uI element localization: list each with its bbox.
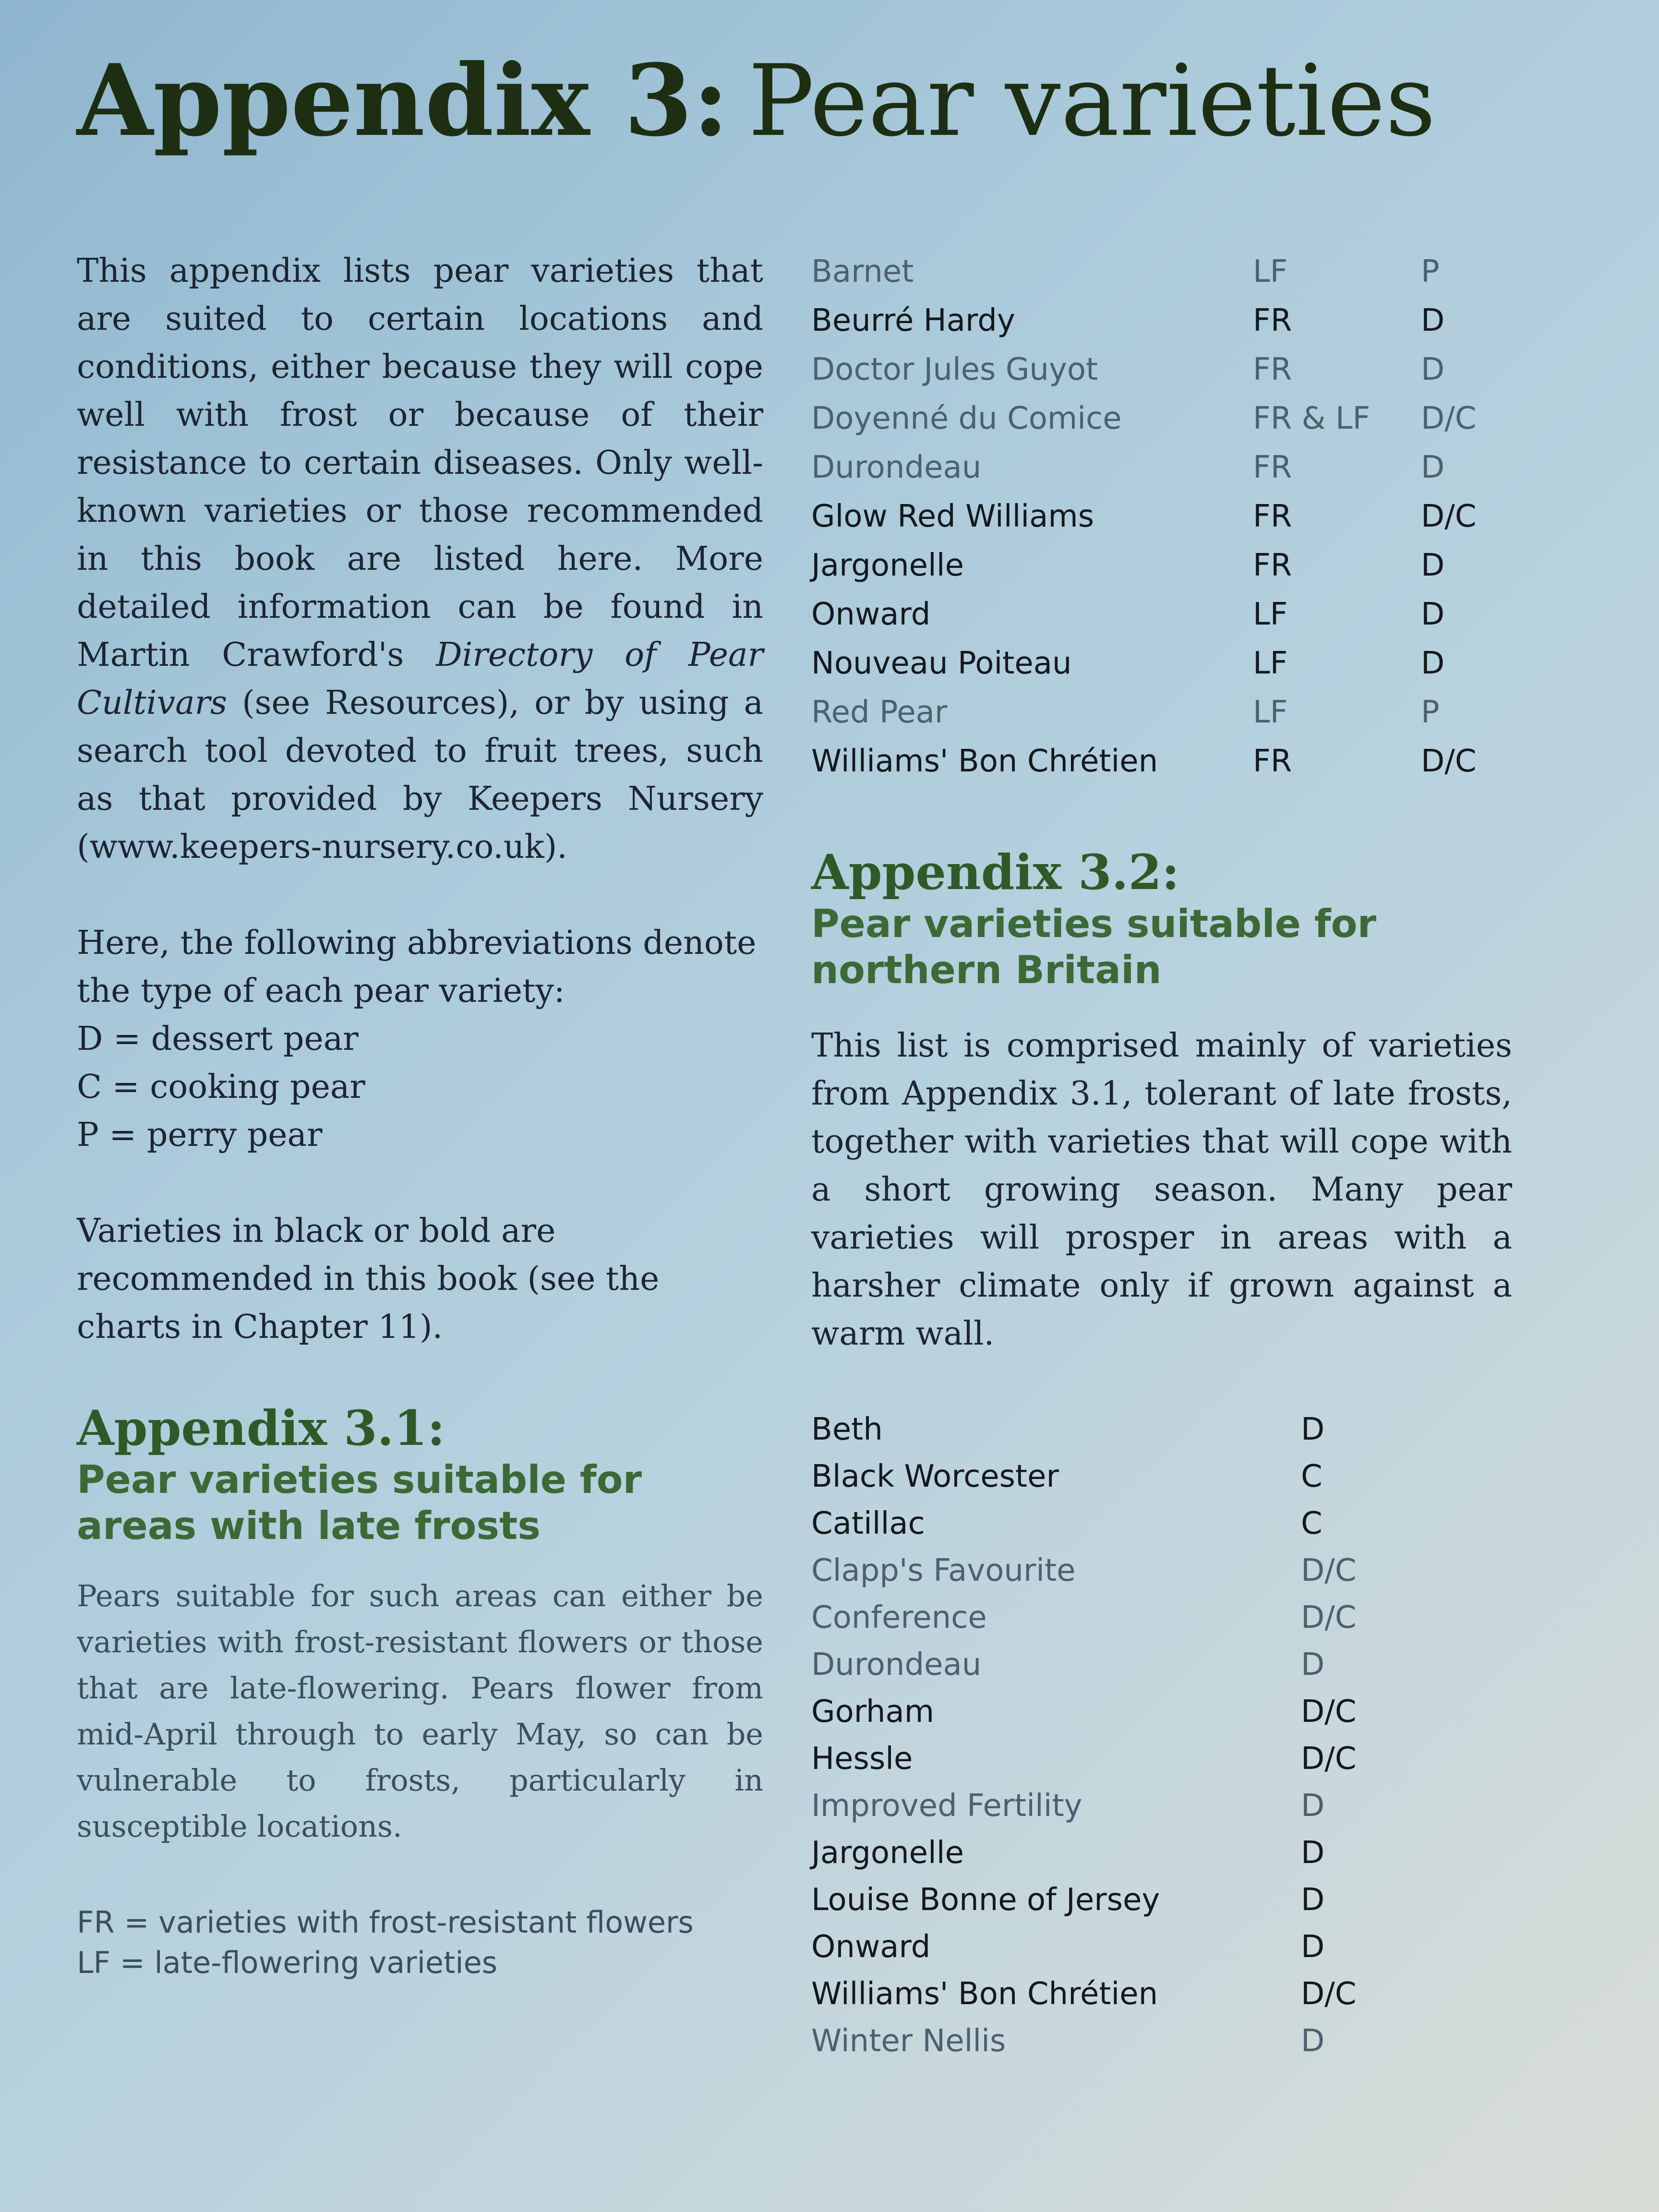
variety-name: Nouveau Poiteau: [811, 646, 1072, 681]
variety-type: D: [1421, 548, 1445, 583]
recommended-note: Varieties in black or bold are recommended in this book (see the charts in Chapter 11).: [77, 1212, 660, 1346]
variety-type: D: [1301, 1882, 1325, 1918]
variety-name: Williams' Bon Chrétien: [811, 1976, 1158, 2012]
table-row: [811, 443, 1512, 492]
table-row: [811, 639, 1512, 688]
table-row: [811, 1688, 1512, 1735]
table-row: [811, 1641, 1512, 1688]
abbreviation-item: P = perry pear: [77, 1116, 323, 1154]
variety-type: D: [1421, 352, 1445, 387]
variety-name: Clapp's Favourite: [811, 1553, 1076, 1588]
table-row: [811, 1594, 1512, 1641]
table-row: [811, 737, 1512, 786]
variety-name: Gorham: [811, 1694, 935, 1730]
variety-name: Jargonelle: [811, 1835, 964, 1871]
variety-name: Conference: [811, 1600, 987, 1635]
variety-frost-code: LF: [1253, 254, 1288, 289]
table-row: [811, 1453, 1512, 1500]
variety-type: P: [1421, 695, 1440, 730]
variety-frost-code: FR: [1253, 352, 1292, 387]
table-row: [811, 541, 1512, 590]
appendix-3-2-body: This list is comprised mainly of varieties from Appendix 3.1, tolerant of late frosts, together with varieties that will cope with a short growing season. Many pear varieties will prosper in areas with a harsher climate only if grown against a warm wall.: [811, 1027, 1512, 1353]
table-row: [811, 345, 1512, 394]
variety-type: P: [1421, 254, 1440, 289]
table-row: [811, 1923, 1512, 1971]
variety-frost-code: LF: [1253, 597, 1288, 632]
variety-name: Williams' Bon Chrétien: [811, 744, 1158, 779]
variety-name: Jargonelle: [811, 548, 964, 583]
appendix-3-1-heading: Appendix 3.1:: [77, 1400, 445, 1456]
variety-name: Durondeau: [811, 450, 982, 485]
table-row: [811, 394, 1512, 443]
intro-text-start: This appendix lists pear varieties that are suited to certain locations and conditions, either because they will cope well with frost or because of their resistance to certain diseases. Only well-known varieties or those recommended in this book are listed here. More detailed information can be found in Martin Crawford's: [77, 252, 763, 674]
variety-name: Beurré Hardy: [811, 303, 1015, 338]
variety-type: D/C: [1421, 401, 1477, 436]
abbreviation-item: D = dessert pear: [77, 1020, 359, 1058]
variety-name: Onward: [811, 1929, 931, 1965]
table-row: [811, 2018, 1512, 2065]
variety-type: D: [1301, 1788, 1325, 1824]
variety-type: D/C: [1301, 1741, 1357, 1777]
appendix-3-1-subheading: Pear varieties suitable for areas with late frosts: [77, 1457, 642, 1548]
variety-frost-code: FR: [1253, 548, 1292, 583]
variety-type: D: [1301, 1412, 1325, 1447]
table-row: [811, 1547, 1512, 1594]
intro-text-end: (see Resources), or by using a search tool devoted to fruit trees, such as that provided by Keepers Nursery (www.keepers-nursery.co.uk).: [77, 684, 763, 866]
variety-name: Louise Bonne of Jersey: [811, 1882, 1160, 1918]
variety-type: D: [1421, 450, 1445, 485]
variety-name: Durondeau: [811, 1647, 982, 1683]
variety-frost-code: FR: [1253, 744, 1292, 779]
intro-paragraph: [77, 247, 763, 871]
variety-type: D/C: [1301, 1976, 1357, 2012]
variety-frost-code: FR: [1253, 499, 1292, 534]
variety-type: D/C: [1421, 499, 1477, 534]
appendix-3-1-table: [811, 247, 1512, 786]
appendix-3-1-body: Pears suitable for such areas can either be varieties with frost-resistant flowers or those that are late-flowering. Pears flower from mid-April through to early May, so can be vulnerable to frosts, particularly in susceptible locations.: [77, 1578, 763, 1844]
title-appendix-number: Appendix 3:: [77, 43, 729, 158]
table-row: [811, 1782, 1512, 1829]
variety-name: Barnet: [811, 254, 914, 289]
variety-type: C: [1301, 1506, 1322, 1541]
variety-type: D/C: [1301, 1600, 1357, 1635]
variety-name: Black Worcester: [811, 1459, 1059, 1494]
table-row: [811, 1829, 1512, 1876]
variety-type: D: [1301, 1835, 1325, 1871]
abbreviations-heading: Here, the following abbreviations denote the type of each pear variety:: [77, 924, 757, 1010]
variety-type: D: [1421, 646, 1445, 681]
variety-name: Hessle: [811, 1741, 913, 1777]
variety-name: Glow Red Williams: [811, 499, 1094, 534]
table-row: [811, 1406, 1512, 1453]
variety-name: Winter Nellis: [811, 2023, 1006, 2059]
variety-name: Red Pear: [811, 695, 948, 730]
table-row: [811, 688, 1512, 737]
variety-type: D: [1301, 2023, 1325, 2059]
appendix-3-2-heading: Appendix 3.2:: [811, 844, 1179, 901]
variety-type: C: [1301, 1459, 1322, 1494]
table-row: [811, 492, 1512, 541]
variety-type: D: [1421, 597, 1445, 632]
legend-item: FR = varieties with frost-resistant flowers: [77, 1905, 694, 1940]
variety-name: Doyenné du Comice: [811, 401, 1122, 436]
variety-type: D/C: [1421, 744, 1477, 779]
variety-frost-code: FR: [1253, 303, 1292, 338]
variety-type: D: [1301, 1647, 1325, 1683]
variety-name: Improved Fertility: [811, 1788, 1082, 1824]
variety-type: D: [1301, 1929, 1325, 1965]
variety-frost-code: FR: [1253, 450, 1292, 485]
appendix-3-2-subheading: Pear varieties suitable for northern Britain: [811, 902, 1377, 992]
table-row: [811, 1971, 1512, 2018]
variety-name: Doctor Jules Guyot: [811, 352, 1098, 387]
legend-item: LF = late-flowering varieties: [77, 1945, 498, 1980]
intro-book-title: Directory of Pear Cultivars: [77, 636, 763, 722]
title-text: Pear varieties: [748, 44, 1436, 158]
variety-name: Catillac: [811, 1506, 925, 1541]
right-column: [811, 247, 1512, 2065]
table-row: [811, 1876, 1512, 1923]
variety-frost-code: FR & LF: [1253, 401, 1370, 436]
variety-name: Beth: [811, 1412, 883, 1447]
variety-frost-code: LF: [1253, 646, 1288, 681]
variety-type: D/C: [1301, 1553, 1357, 1588]
table-row: [811, 590, 1512, 639]
variety-frost-code: LF: [1253, 695, 1288, 730]
abbreviation-item: C = cooking pear: [77, 1068, 365, 1106]
variety-name: Onward: [811, 597, 931, 632]
appendix-3-2-table: [811, 1406, 1512, 2065]
table-row: [811, 1500, 1512, 1547]
table-row: [811, 247, 1512, 296]
page-title: [77, 43, 1436, 159]
table-row: [811, 296, 1512, 345]
table-row: [811, 1735, 1512, 1782]
left-column: [77, 247, 763, 1983]
variety-type: D/C: [1301, 1694, 1357, 1730]
variety-type: D: [1421, 303, 1445, 338]
